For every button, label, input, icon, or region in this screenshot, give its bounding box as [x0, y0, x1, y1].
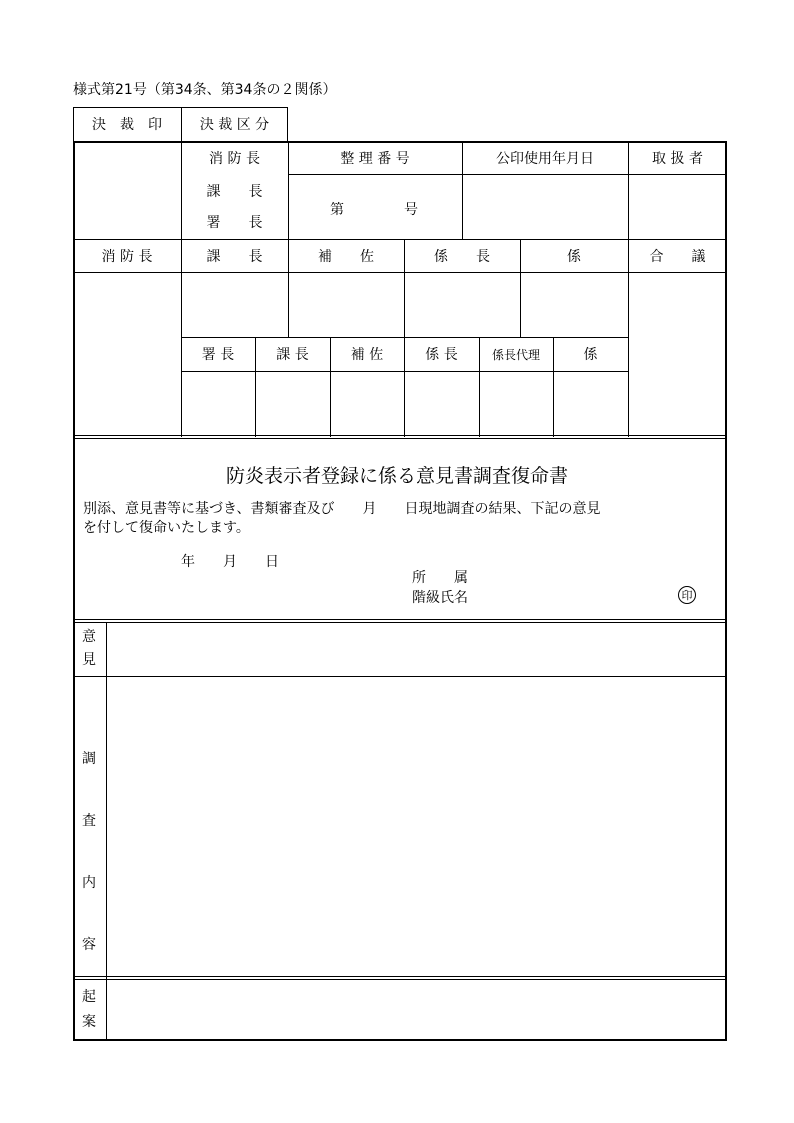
- report-date: 年 月 日: [181, 554, 279, 570]
- hq-header-fire-chief: 消 防 長: [101, 248, 153, 265]
- opinion-field[interactable]: [108, 624, 725, 675]
- hq-header-chief-clerk: 係 長: [434, 248, 490, 265]
- report-body-line1: 別添、意見書等に基づき、書類審査及び 月 日現地調査の結果、下記の意見: [83, 501, 601, 517]
- hq-header-section-chief: 課 長: [206, 248, 263, 265]
- drafter-label: 起 案: [82, 989, 96, 1030]
- investigation-label: 調 査 内 容: [82, 751, 96, 953]
- opinion-label: 意 見: [82, 629, 96, 668]
- seal-icon: 印: [678, 586, 696, 604]
- station-header-deputy-chief-clerk: 係長代理: [491, 347, 540, 362]
- station-header-clerk: 係: [583, 347, 598, 363]
- affiliation-label: 所 属: [412, 570, 468, 586]
- drafter-field[interactable]: [108, 981, 725, 1039]
- hq-header-consultation: 合 議: [649, 248, 706, 265]
- station-header-section-chief: 課 長: [276, 347, 309, 363]
- rank-name-label: 階級氏名: [412, 590, 468, 606]
- number-field[interactable]: [300, 180, 455, 234]
- hq-header-clerk: 係: [567, 248, 581, 265]
- seal-date-field[interactable]: [464, 176, 626, 237]
- seal-date-header: 公印使用年月日: [496, 150, 594, 167]
- approval-class-header: 決 裁 区 分: [199, 117, 270, 133]
- number-prefix: 第: [330, 202, 344, 218]
- approval-class-station-chief: 署 長: [206, 215, 263, 231]
- number-header: 整 理 番 号: [340, 150, 410, 167]
- station-header-assistant: 補 佐: [350, 347, 384, 363]
- investigation-field[interactable]: [108, 678, 725, 974]
- number-suffix: 号: [404, 202, 418, 218]
- form-number: 様式第21号（第34条、第34条の２関係）: [73, 82, 337, 98]
- hq-header-assistant: 補 佐: [318, 248, 374, 265]
- handler-header: 取 扱 者: [652, 150, 703, 167]
- approval-class-fire-chief: 消 防 長: [209, 151, 260, 167]
- approval-seal-header: 決 裁 印: [92, 117, 162, 133]
- approval-class-section-chief: 課 長: [206, 184, 263, 200]
- station-header-chief: 署 長: [201, 347, 235, 363]
- handler-field[interactable]: [630, 176, 725, 237]
- report-body-line2: を付して復命いたします。: [83, 520, 250, 536]
- station-header-chief-clerk: 係 長: [425, 347, 458, 363]
- report-title: 防炎表示者登録に係る意見書調査復命書: [225, 465, 568, 487]
